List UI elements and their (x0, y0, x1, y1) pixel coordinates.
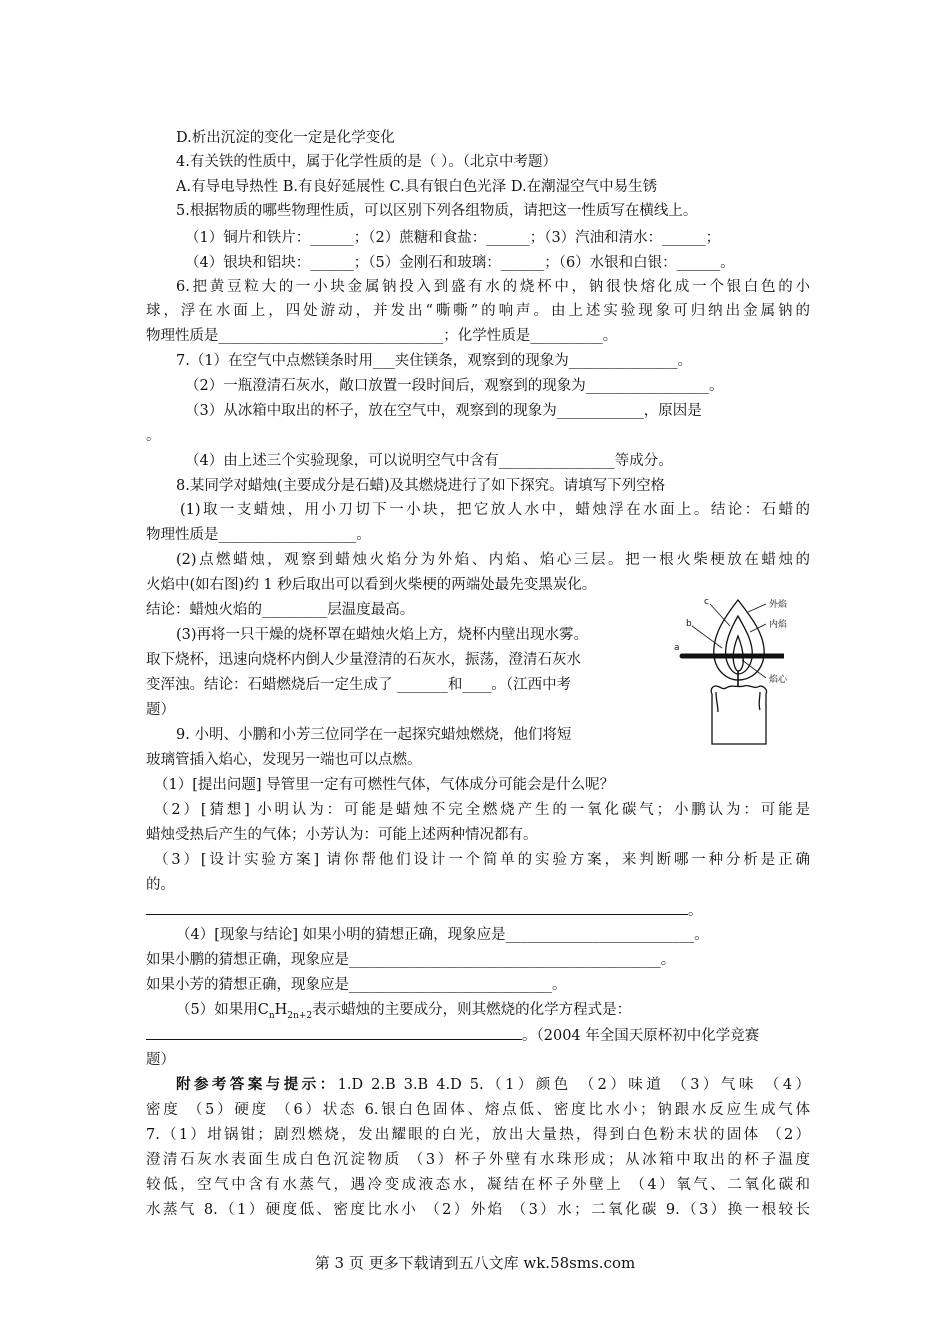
candle-flame-figure (672, 596, 810, 748)
label-b: b (686, 619, 692, 629)
question-9-part-2: （2）[猜想] 小明认为：可能是蜡烛不完全燃烧产生的一氧化碳气；小鹏认为：可能是 (154, 802, 810, 818)
question-9-part-3: （3）[设计实验方案] 请你帮他们设计一个简单的实验方案，来判断哪一种分析是正确 (154, 852, 810, 868)
question-4: 4.有关铁的性质中，属于化学性质的是（ ）。（北京中考题） (176, 154, 557, 170)
label-a: a (674, 643, 680, 653)
text-line: D.析出沉淀的变化一定是化学变化 (176, 130, 395, 146)
question-8: 8.某同学对蜡烛(主要成分是石蜡)及其燃烧进行了如下探究。请填写下列空格 (176, 478, 666, 494)
question-9-part-5: （5）如果用$C_nH_{2n+2}$表示蜡烛的主要成分，则其燃烧的化学方程式是： (176, 1002, 632, 1021)
text-line: 的。 (146, 877, 175, 893)
text-line: 球，浮在水面上，四处游动，并发出“嘶嘶”的响声。由上述实验现象可归纳出金属钠的 (146, 303, 810, 319)
question-9-part-4: （4）[现象与结论] 如果小明的猜想正确，现象应是__________________________。 (176, 927, 709, 943)
question-7-part-1: 7.（1）在空气中点燃镁条时用___夹住镁条，观察到的现象为_______________。 (176, 353, 693, 369)
text-line: 物理性质是___________________。 (146, 527, 371, 543)
answer-blank-line: 。 (146, 900, 703, 921)
page-footer: 第 3 页 更多下载请到五八文库 wk.58sms.com (314, 1254, 636, 1272)
question-9: 9. 小明、小鹏和小芳三位同学在一起探究蜡烛燃烧，他们将短 (176, 727, 572, 743)
label-c: c (704, 597, 709, 607)
text-line: 结论：蜡烛火焰的_________层温度最高。 (146, 602, 415, 618)
text-line: 物理性质是_______________________________；化学性质是__________。 (146, 328, 618, 344)
question-8-part-1: (1)取一支蜡烛，用小刀切下一小块，把它放人水中，蜡烛浮在水面上。结论：石蜡的 (180, 502, 810, 518)
text-line: 题） (146, 1052, 175, 1068)
formula: $C_nH_{2n+2}$ (257, 1002, 313, 1021)
question-8-part-3: (3)再将一只干燥的烧杯罩在蜡烛火焰上方，烧杯内壁出现水雾。 (176, 627, 589, 643)
text-line: 。 (146, 428, 161, 444)
label-outer-flame: 外焰 (769, 600, 788, 610)
text-line: 题） (146, 702, 175, 718)
answer-key-intro: 附参考答案与提示：1.D 2.B 3.B 4.D 5.（1）颜色 （2）味道 （3）气味 （4） (176, 1076, 811, 1093)
text-line: 变浑浊。结论：石蜡燃烧后一定生成了 _______和____。（江西中考 (146, 677, 572, 693)
question-6: 6.把黄豆粒大的一小块金属钠投入到盛有水的烧杯中，钠很快熔化成一个银白色的小 (176, 279, 810, 295)
text-line: 火焰中(如右图)约 1 秒后取出可以看到火柴梗的两端处最先变黑炭化。 (146, 577, 597, 593)
question-5: 5.根据物质的哪些物理性质，可以区别下列各组物质，请把这一性质写在横线上。 (176, 203, 698, 219)
question-5-row-1: （1）铜片和铁片：______；（2）蔗糖和食盐：______；（3）汽油和清水：______； (185, 230, 721, 246)
answer-blank-line: 。（2004 年全国天原杯初中化学竞赛 (146, 1025, 759, 1046)
inner-flame-shape (726, 616, 753, 674)
answer-key-line: 澄清石灰水表面生成白色沉淀物质 （3）杯子外壁有水珠形成；从冰箱中取出的杯子温度 (146, 1152, 810, 1168)
question-9-part-1: （1）[提出问题] 导管里一定有可燃性气体，气体成分可能会是什么呢？ (154, 777, 615, 793)
text-line: 蜡烛受热后产生的气体；小芳认为：可能上述两种情况都有。 (146, 827, 538, 843)
question-4-options: A.有导电导热性 B.有良好延展性 C.具有银白色光泽 D.在潮湿空气中易生锈 (176, 179, 658, 195)
question-5-row-2: （4）银块和铝块：______；（5）金刚石和玻璃：______；（6）水银和白银：______。 (185, 255, 735, 271)
label-inner-flame: 内焰 (769, 620, 788, 630)
question-8-part-2: (2)点燃蜡烛，观察到蜡烛火焰分为外焰、内焰、焰心三层。把一根火柴梗放在蜡烛的 (176, 552, 810, 568)
answer-key-line: 7.（1）坩锅钳；剧烈燃烧，发出耀眼的白光，放出大量热，得到白色粉末状的固体 （2） (146, 1127, 810, 1143)
text-line: 取下烧杯，迅速向烧杯内倒人少量澄清的石灰水，振荡，澄清石灰水 (146, 652, 581, 668)
question-7-part-3: （3）从冰箱中取出的杯子，放在空气中，观察到的现象为____________，原因是 (185, 403, 702, 419)
candle-body-shape (711, 686, 766, 744)
text-line: 如果小鹏的猜想正确，现象应是___________________________________________。 (146, 952, 676, 968)
answer-key-line: 较低，空气中含有水蒸气，遇冷变成液态水，凝结在杯子外壁上 （4）氧气、二氧化碳和 (146, 1177, 810, 1193)
question-7-part-2: （2）一瓶澄清石灰水，敞口放置一段时间后，观察到的现象为_________________。 (185, 378, 724, 394)
question-7-part-4: （4）由上述三个实验现象，可以说明空气中含有________________等成分。 (185, 453, 673, 469)
text-line: 如果小芳的猜想正确，现象应是____________________________。 (146, 977, 567, 993)
answer-key-line: 水蒸气 8.（1）硬度低、密度比水小 （2）外焰 （3）水；二氧化碳 9.（3）换一根较长 (146, 1202, 810, 1218)
answer-key-line: 密度 （5）硬度 （6）状态 6.银白色固体、熔点低、密度比水小；钠跟水反应生成气体 (146, 1102, 810, 1118)
label-flame-core: 焰心 (769, 675, 788, 685)
text-line: 玻璃管插入焰心，发现另一端也可以点燃。 (146, 752, 422, 768)
